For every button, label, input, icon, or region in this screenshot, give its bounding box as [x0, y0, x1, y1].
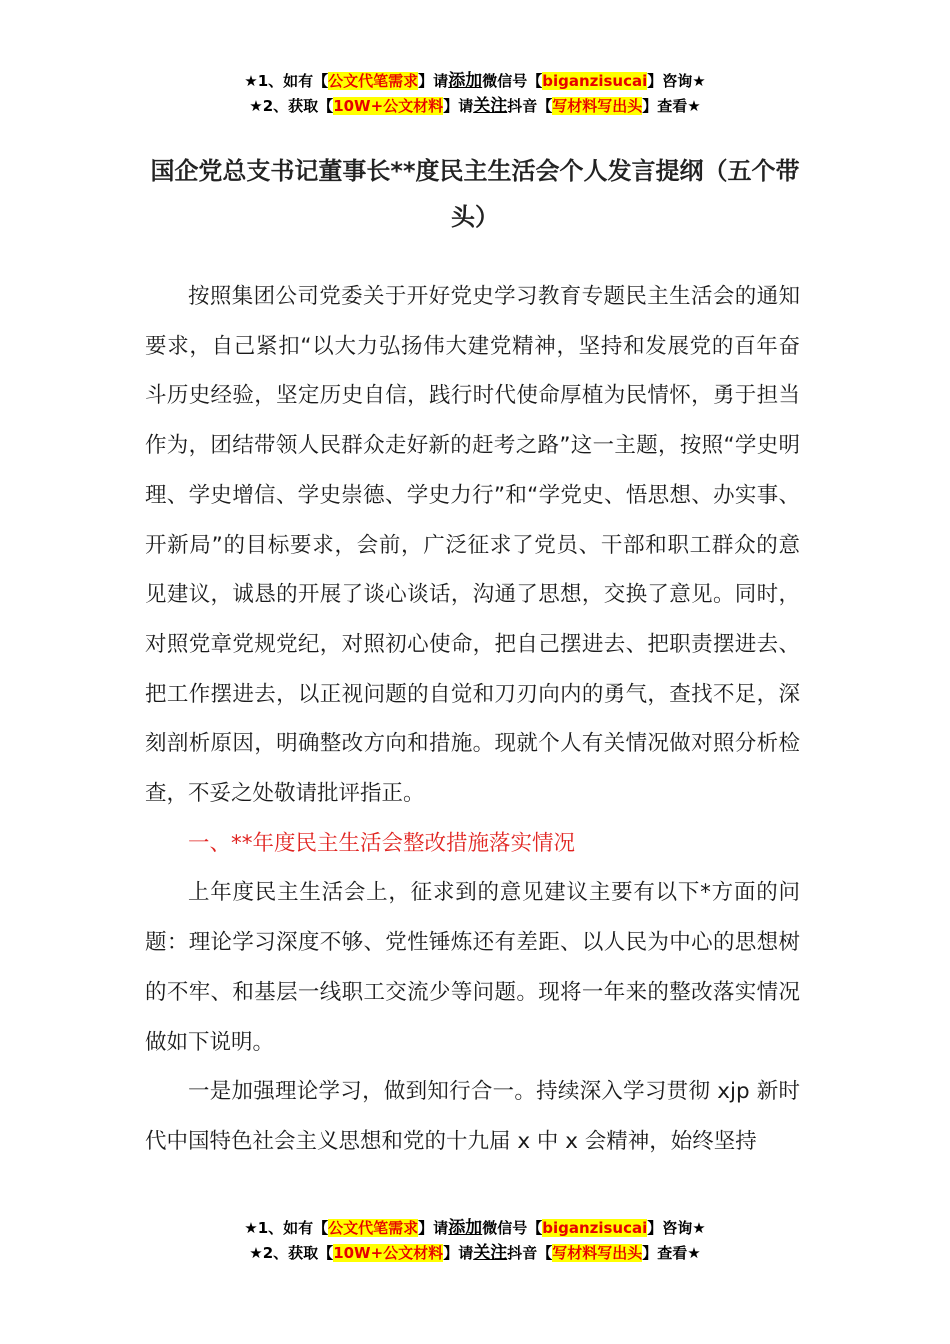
promo-underline: 添加 — [448, 71, 483, 91]
promo-highlight: 公文代笔需求 — [328, 72, 419, 90]
promo-text: 抖音【 — [507, 1244, 553, 1262]
promo-banner-top — [0, 69, 950, 119]
promo-text: 】请 — [443, 1244, 474, 1262]
promo-highlight: biganzisucai — [542, 72, 648, 90]
promo-line-1 — [0, 1216, 950, 1241]
promo-text: 抖音【 — [507, 97, 553, 115]
promo-text: ★2、获取【 — [249, 1244, 334, 1262]
promo-text: 】查看★ — [642, 97, 701, 115]
promo-highlight: 写材料写出头 — [552, 1244, 643, 1262]
promo-text: ★2、获取【 — [249, 97, 334, 115]
paragraph-point-1: 一是加强理论学习，做到知行合一。持续深入学习贯彻 xjp 新时代中国特色社会主义思想和党的十九届 x 中 x 会精神，始终坚持 — [145, 1079, 800, 1154]
promo-highlight: 写材料写出头 — [552, 97, 643, 115]
promo-text: ★1、如有【 — [244, 72, 329, 90]
promo-line-2 — [0, 94, 950, 119]
document-body — [145, 272, 800, 1167]
promo-text: 微信号【 — [482, 72, 543, 90]
document-title: 国企党总支书记董事长**度民主生活会个人发言提纲（五个带头） — [150, 157, 800, 231]
promo-text: 】咨询★ — [647, 1219, 706, 1237]
promo-highlight: biganzisucai — [542, 1219, 648, 1237]
promo-highlight: 公文代笔需求 — [328, 1219, 419, 1237]
promo-text: 】请 — [418, 1219, 449, 1237]
promo-line-1 — [0, 69, 950, 94]
promo-highlight: 10W+公文材料 — [333, 97, 444, 115]
paragraph-intro: 按照集团公司党委关于开好党史学习教育专题民主生活会的通知要求，自己紧扣“以大力弘扬伟大建党精神，坚持和发展党的百年奋斗历史经验，坚定历史自信，践行时代使命厚植为民情怀，勇于担当作为，团结带领人民群众走好新的赶考之路”这一主题，按照“学史明理、学史增信、学史崇德、学史力行”和“学党史、悟思想、办实事、开新局”的目标要求，会前，广泛征求了党员、干部和职工群众的意见建议，诚恳的开展了谈心谈话，沟通了思想，交换了意见。同时，对照党章党规党纪，对照初心使命，把自己摆进去、把职责摆进去、把工作摆进去，以正视问题的自觉和刀刃向内的勇气，查找不足，深刻剖析原因，明确整改方向和措施。现就个人有关情况做对照分析检查，不妥之处敬请批评指正。 — [145, 284, 800, 807]
promo-text: 】查看★ — [642, 1244, 701, 1262]
promo-text: 】咨询★ — [647, 72, 706, 90]
promo-underline: 关注 — [473, 1243, 508, 1263]
promo-text: 】请 — [443, 97, 474, 115]
promo-underline: 添加 — [448, 1218, 483, 1238]
paragraph-section-intro: 上年度民主生活会上，征求到的意见建议主要有以下*方面的问题：理论学习深度不够、党性锤炼还有差距、以人民为中心的思想树的不牢、和基层一线职工交流少等问题。现将一年来的整改落实情况做如下说明。 — [145, 880, 800, 1055]
promo-text: ★1、如有【 — [244, 1219, 329, 1237]
section-heading: 一、**年度民主生活会整改措施落实情况 — [188, 830, 576, 856]
promo-underline: 关注 — [473, 96, 508, 116]
promo-banner-bottom — [0, 1216, 950, 1266]
promo-highlight: 10W+公文材料 — [333, 1244, 444, 1262]
promo-line-2 — [0, 1241, 950, 1266]
promo-text: 】请 — [418, 72, 449, 90]
promo-text: 微信号【 — [482, 1219, 543, 1237]
